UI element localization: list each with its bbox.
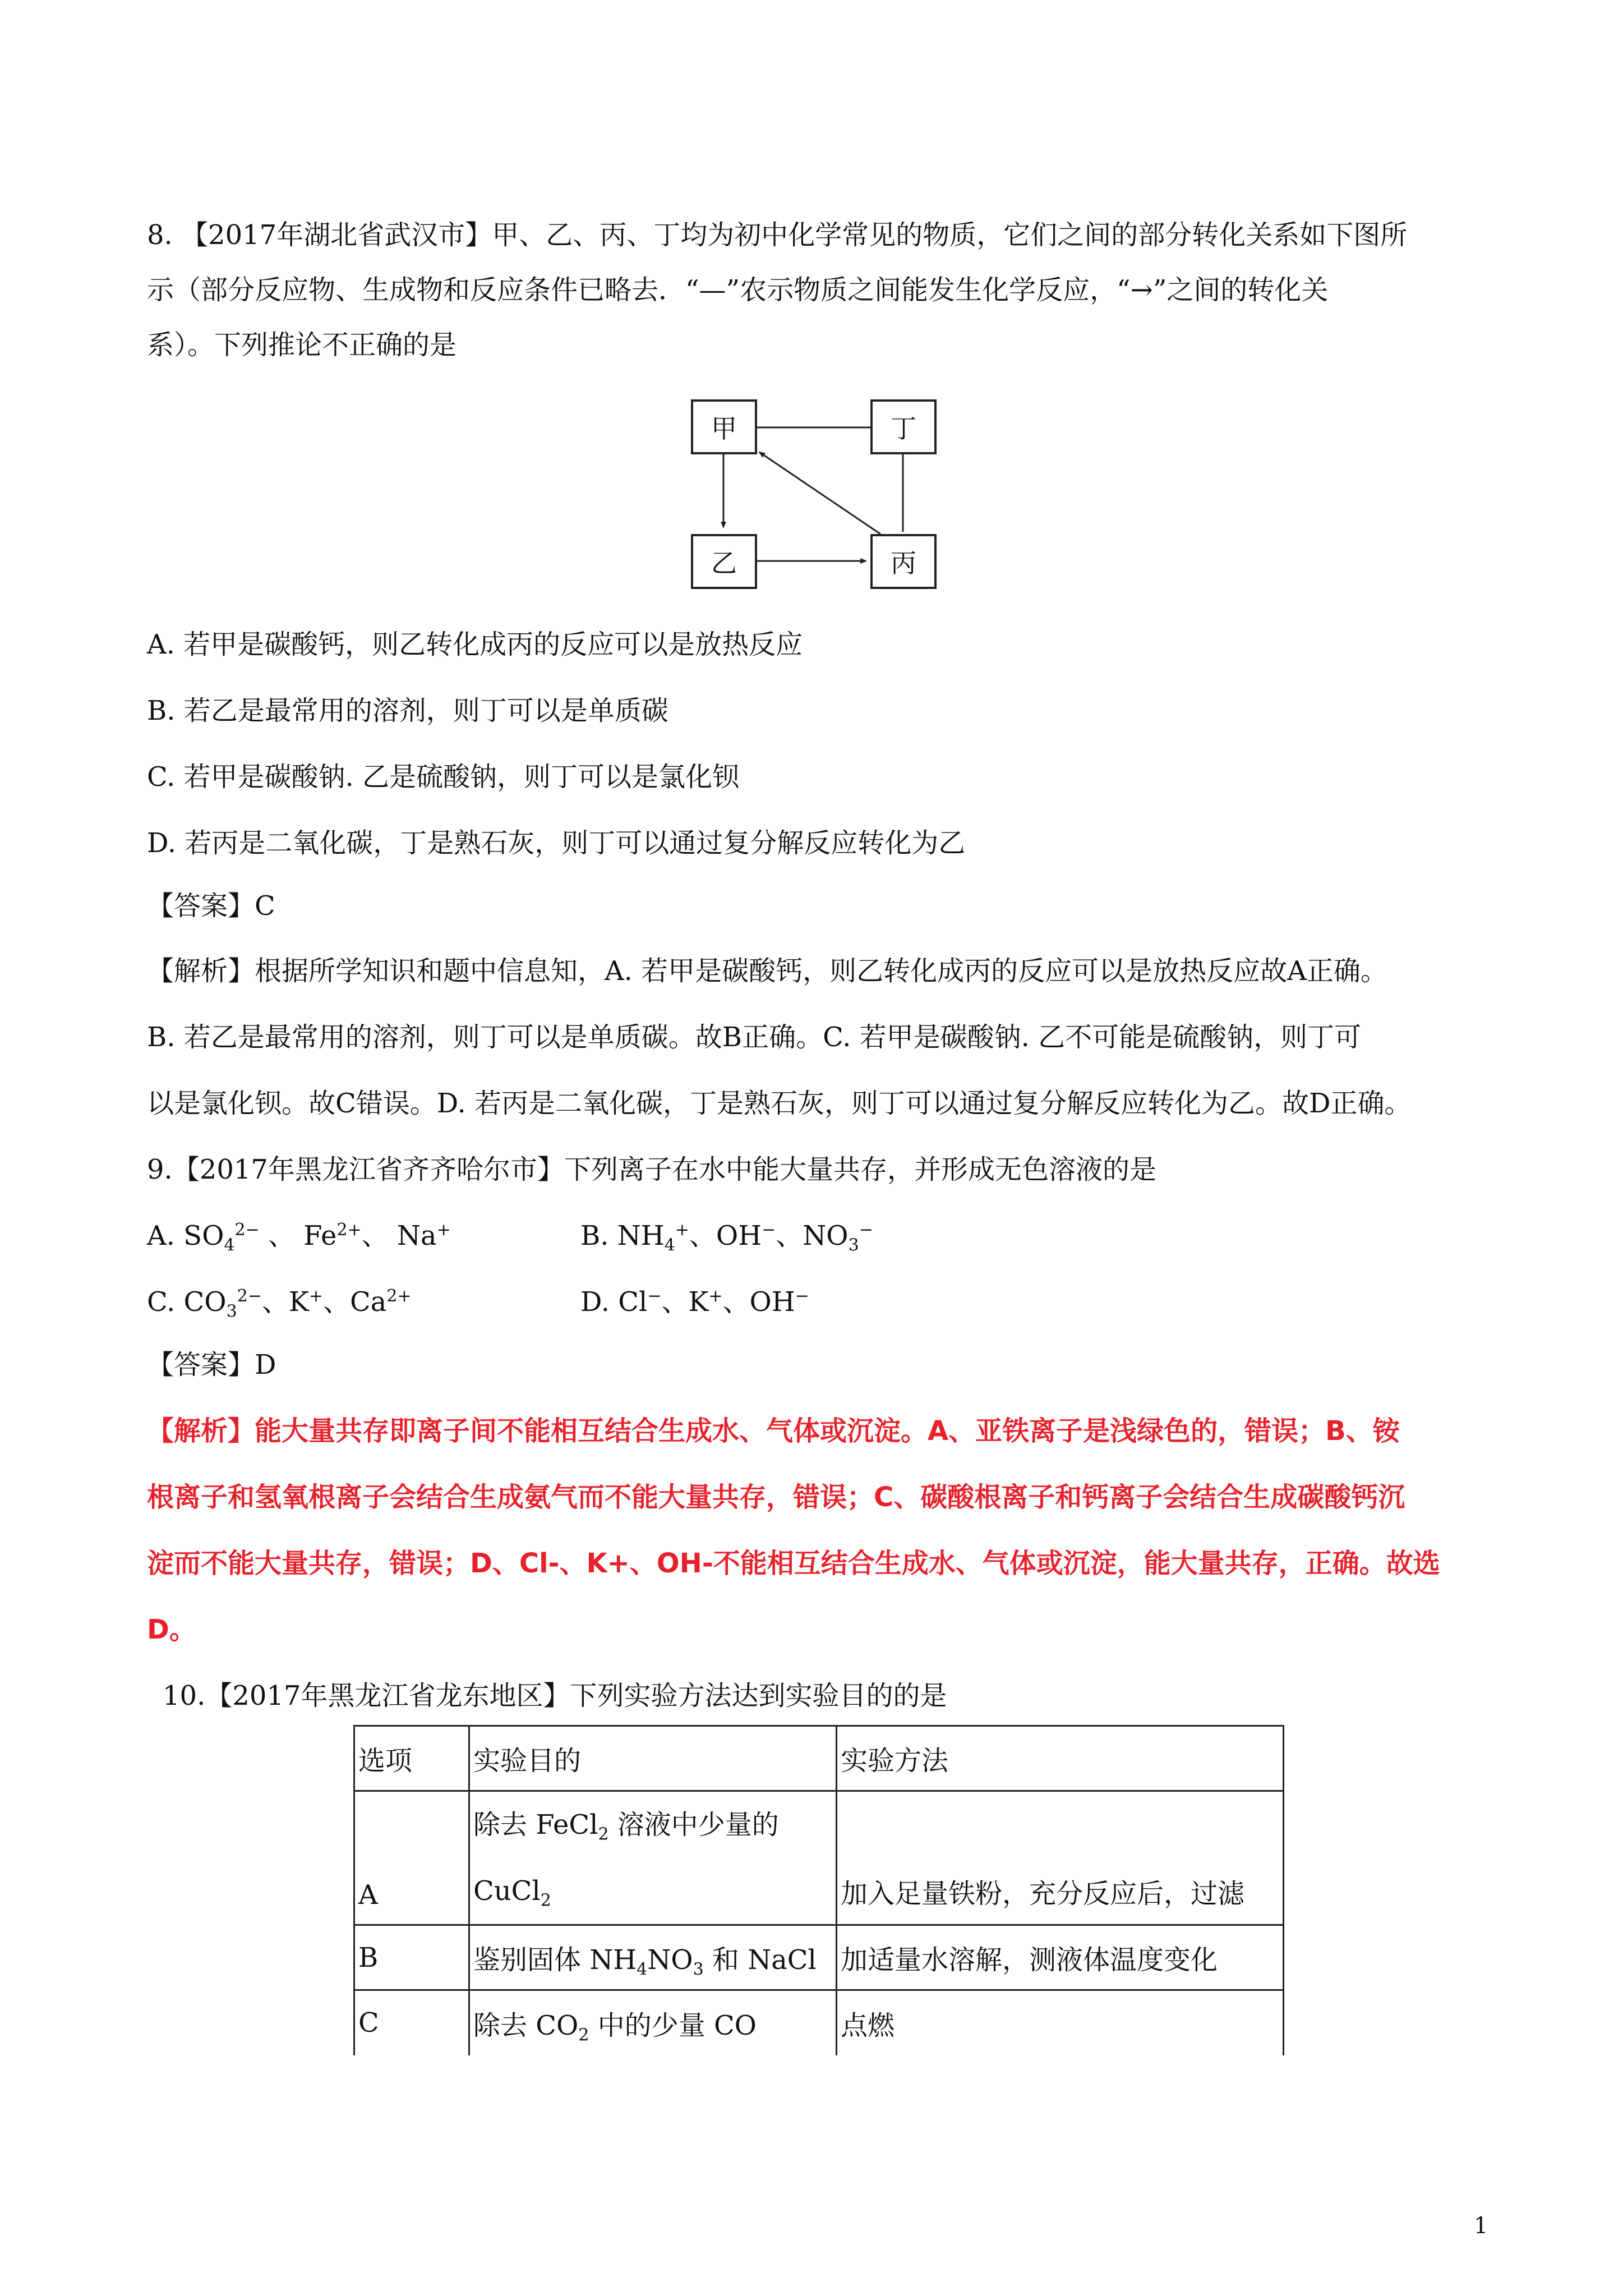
q10-stem: 10.【2017年黑龙江省龙东地区】下列实验方法达到实验目的的是 [163, 1680, 947, 1711]
header-method: 实验方法 [837, 1726, 1284, 1791]
box-yi: 乙 [691, 534, 757, 589]
q8-analysis-line2: B. 若乙是最常用的溶剂，则丁可以是单质碳。故B正确。C. 若甲是碳酸钠. 乙不可能是硫酸钠，则丁可 [147, 1022, 1362, 1053]
q9-analysis-line4: D。 [147, 1614, 196, 1645]
q8-stem-line1: 8. 【2017年湖北省武汉市】甲、乙、丙、丁均为初中化学常见的物质，它们之间的部分转化关系如下图所 [147, 219, 1408, 251]
q8-relation-diagram [690, 398, 937, 606]
page-number: 1 [1474, 2213, 1488, 2239]
cell-method: 加入足量铁粉，充分反应后，过滤 [837, 1791, 1284, 1925]
cell-method: 点燃 [837, 1990, 1284, 2055]
q8-stem-line3: 系）。下列推论不正确的是 [147, 329, 457, 361]
cell-goal: 鉴别固体 $NH_4NO_3$ 和 NaCl [469, 1925, 837, 1990]
q8-option-a: A. 若甲是碳酸钙，则乙转化成丙的反应可以是放热反应 [147, 629, 803, 660]
q8-answer: 【答案】C [147, 890, 275, 922]
q9-stem: 9.【2017年黑龙江省齐齐哈尔市】下列离子在水中能大量共存，并形成无色溶液的是 [147, 1154, 1156, 1185]
box-bing: 丙 [870, 534, 937, 589]
q9-answer: 【答案】D [147, 1349, 276, 1381]
q9-analysis-line3: 淀而不能大量共存，错误；D、Cl-、K+、OH-不能相互结合生成水、气体或沉淀，能大量共存，正确。故选 [147, 1548, 1440, 1579]
table-header-row [354, 1726, 1284, 1791]
cell-option: A [354, 1791, 469, 1925]
box-ding: 丁 [870, 399, 937, 454]
cell-goal: 除去 $CO_2$ 中的少量 CO [469, 1990, 837, 2055]
q8-analysis-line3: 以是氯化钡。故C错误。D. 若丙是二氧化碳，丁是熟石灰，则丁可以通过复分解反应转化为乙。故D正确。 [147, 1088, 1412, 1119]
box-jia: 甲 [691, 399, 757, 454]
table-row [354, 1990, 1284, 2055]
cell-goal: 除去 FeCl$_2$ 溶液中少量的 CuCl$_2$ [469, 1791, 837, 1925]
cell-option: B [354, 1925, 469, 1990]
header-goal: 实验目的 [469, 1726, 837, 1791]
q9-option-c: C. $CO_3^{2-}$、K+、$Ca^{2+}$ [147, 1286, 412, 1322]
q9-analysis-line1: 【解析】能大量共存即离子间不能相互结合生成水、气体或沉淀。A、亚铁离子是浅绿色的，错误；B、铵 [147, 1415, 1400, 1447]
q8-stem-line2: 示（部分反应物、生成物和反应条件已略去．“—”农示物质之间能发生化学反应，“→”之间的转化关 [147, 274, 1329, 306]
cell-option: C [354, 1990, 469, 2055]
table-row [354, 1925, 1284, 1990]
header-option: 选项 [354, 1726, 469, 1791]
q10-experiment-table [353, 1725, 1284, 2055]
arrow-bing-jia [759, 452, 880, 534]
q9-analysis-line2: 根离子和氢氧根离子会结合生成氨气而不能大量共存，错误；C、碳酸根离子和钙离子会结合生成碳酸钙沉 [147, 1481, 1405, 1513]
cell-method: 加适量水溶解，测液体温度变化 [837, 1925, 1284, 1990]
q9-option-a: A. $SO_4^{2-}$ 、 $Fe^{2+}$、 Na+ [147, 1220, 451, 1255]
q8-option-d: D. 若丙是二氧化碳，丁是熟石灰，则丁可以通过复分解反应转化为乙 [147, 827, 966, 859]
q8-analysis-line1: 【解析】根据所学知识和题中信息知，A. 若甲是碳酸钙，则乙转化成丙的反应可以是放热反应故A正确。 [147, 955, 1387, 987]
q8-option-b: B. 若乙是最常用的溶剂，则丁可以是单质碳 [147, 695, 668, 726]
table-row [354, 1791, 1284, 1925]
q9-option-d: D. Cl−、K+、OH− [580, 1286, 809, 1318]
q8-option-c: C. 若甲是碳酸钠. 乙是硫酸钠，则丁可以是氯化钡 [147, 761, 740, 793]
q9-option-b: B. $NH_4^+$、OH−、$NO_3^-$ [580, 1220, 873, 1255]
